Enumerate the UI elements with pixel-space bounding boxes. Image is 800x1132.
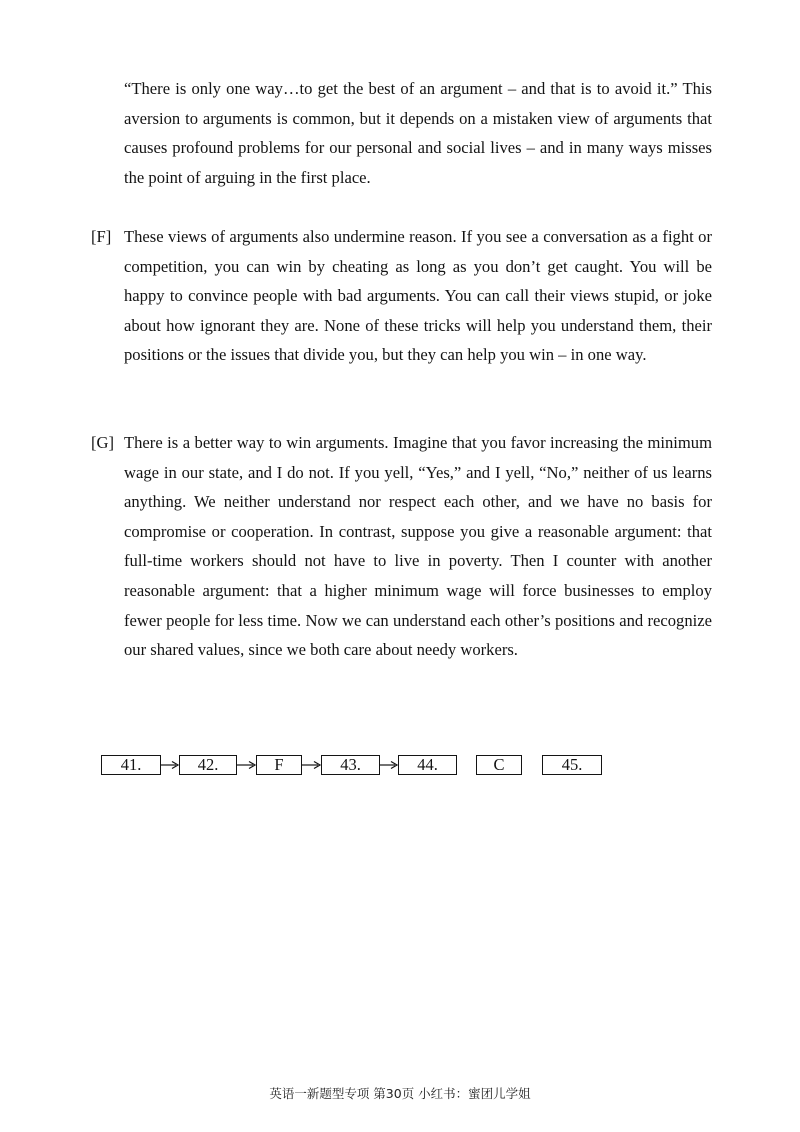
sequence-box-f: F bbox=[256, 755, 302, 775]
paragraph-label-f: [F] bbox=[91, 227, 112, 246]
sequence-box-43: 43. bbox=[321, 755, 380, 775]
paragraph-g-text: There is a better way to win arguments. Imagine that you favor increasing the minimum wage in our state, and I do not. If you yell, “Yes,” and I yell, “No,” neither of us learns anything. We neither understand nor respect each other, and we have no basis for compromise or cooperation. In contrast, suppose you give a reasonable argument: that full-time workers should not have to live in poverty. Then I counter with another reasonable argument: that a higher minimum wage will force businesses to employ fewer people for less time. Now we can understand each other’s positions and recognize our shared values, since we both care about needy workers. bbox=[124, 433, 712, 660]
sequence-box-44: 44. bbox=[398, 755, 457, 775]
arrow-right-icon bbox=[237, 758, 256, 772]
sequence-box-42: 42. bbox=[179, 755, 237, 775]
sequence-box-c: C bbox=[476, 755, 522, 775]
page-footer: 英语一新题型专项 第30页 小红书：蜜团儿学姐 bbox=[269, 1086, 531, 1101]
paragraph-intro: “There is only one way…to get the best of an argument – and that is to avoid it.” This aversion to arguments is common, but it depends on a mistaken view of arguments that causes profound problems for our personal and social lives – and in many ways misses the point of arguing in the first place. bbox=[124, 79, 712, 187]
paragraph-label-g: [G] bbox=[91, 433, 115, 452]
sequence-box-45: 45. bbox=[542, 755, 602, 775]
arrow-right-icon bbox=[380, 758, 398, 772]
arrow-right-icon bbox=[161, 758, 179, 772]
arrow-right-icon bbox=[302, 758, 321, 772]
paragraph-g bbox=[91, 428, 712, 665]
sequence-box-41: 41. bbox=[101, 755, 161, 775]
paragraph-f bbox=[91, 222, 712, 370]
paragraph-f-text: These views of arguments also undermine reason. If you see a conversation as a fight or competition, you can win by cheating as long as you don’t get caught. You will be happy to convince people with bad arguments. You can call their views stupid, or joke about how ignorant they are. None of these tricks will help you understand them, their positions or the issues that divide you, but they can help you win – in one way. bbox=[124, 227, 712, 365]
